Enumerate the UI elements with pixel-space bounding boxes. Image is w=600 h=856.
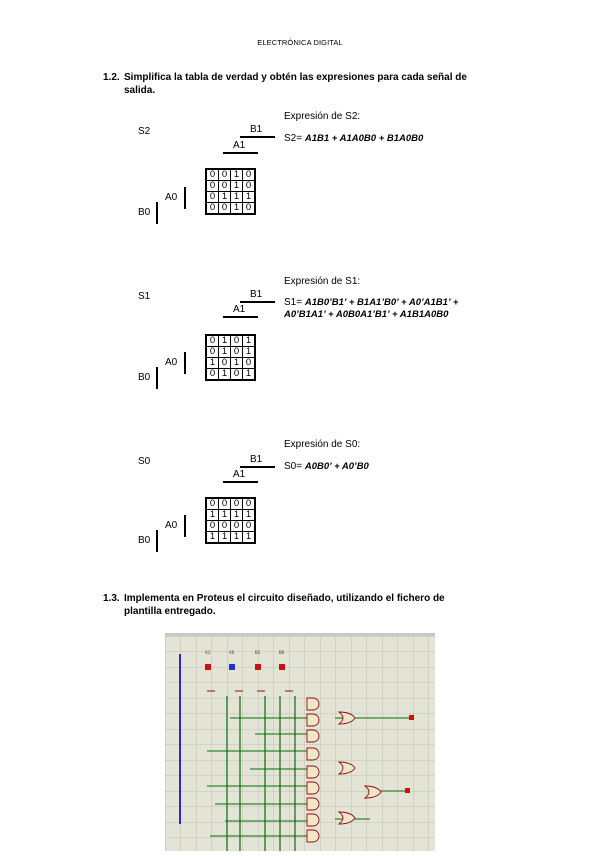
kmap-cell: 1 <box>231 358 243 369</box>
kmap-cell: 0 <box>219 169 231 181</box>
circuit-input-label: B0 <box>279 650 285 655</box>
row-var-a0-bar <box>184 352 186 374</box>
row-var-b0: B0 <box>138 207 151 218</box>
row-var-b0-bar <box>156 530 158 552</box>
col-var-a1-bar <box>223 316 258 318</box>
kmap-cell: 1 <box>219 510 231 521</box>
row-var-b0: B0 <box>138 372 151 383</box>
kmap-cell: 1 <box>243 347 256 358</box>
kmap-cell: 0 <box>219 358 231 369</box>
expression-prefix: S1= <box>284 297 303 308</box>
circuit-schematic <box>165 636 435 851</box>
kmap-cell: 0 <box>231 369 243 381</box>
kmap-cell: 1 <box>231 203 243 215</box>
kmap-cell: 1 <box>231 192 243 203</box>
col-var-b1: B1 <box>250 454 263 465</box>
row-var-b0-bar <box>156 202 158 224</box>
kmap-cell: 0 <box>219 203 231 215</box>
karnaugh-map-s1 <box>205 334 256 381</box>
kmap-cell: 1 <box>231 169 243 181</box>
kmap-row <box>206 169 255 181</box>
kmap-cell: 0 <box>243 203 256 215</box>
kmap-row <box>206 203 255 215</box>
signal-label: S1 <box>138 291 151 302</box>
input-switch-a0 <box>229 664 235 670</box>
input-switch-b1 <box>255 664 261 670</box>
kmap-cell: 1 <box>231 532 243 544</box>
kmap-cell: 1 <box>243 369 256 381</box>
signal-label: S0 <box>138 456 151 467</box>
circuit-input-label: B1 <box>255 650 261 655</box>
kmap-cell: 0 <box>231 498 243 510</box>
kmap-cell: 0 <box>243 358 256 369</box>
section-1-3-heading <box>103 593 553 618</box>
expression-line1: A1B0’B1’ + B1A1’B0’ + A0’A1B1’ + <box>304 297 459 308</box>
kmap-cell: 0 <box>243 169 256 181</box>
expression-label: Expresión de S2: <box>284 111 361 122</box>
expression <box>284 133 423 144</box>
kmap-row <box>206 335 255 347</box>
section-text-line1: Simplifica la tabla de verdad y obtén las expresiones para cada señal de <box>124 72 467 83</box>
karnaugh-map-s0 <box>205 497 256 544</box>
kmap-cell: 0 <box>206 192 219 203</box>
circuit-input-label: A1 <box>205 650 211 655</box>
kmap-cell: 1 <box>231 181 243 192</box>
kmap-row <box>206 498 255 510</box>
kmap-cell: 0 <box>206 203 219 215</box>
expression <box>284 461 369 472</box>
kmap-cell: 1 <box>243 335 256 347</box>
section-number: 1.3. <box>103 593 120 604</box>
expression <box>284 297 458 321</box>
col-var-b1: B1 <box>250 289 263 300</box>
page-header: ELECTRÓNICA DIGITAL <box>257 38 343 47</box>
kmap-row <box>206 358 255 369</box>
kmap-cell: 0 <box>206 335 219 347</box>
kmap-cell: 1 <box>243 192 256 203</box>
kmap-cell: 0 <box>243 498 256 510</box>
kmap-cell: 1 <box>206 510 219 521</box>
row-var-a0: A0 <box>165 192 178 203</box>
kmap-row <box>206 521 255 532</box>
col-var-a1-bar <box>223 481 258 483</box>
kmap-cell: 0 <box>231 521 243 532</box>
expression-label: Expresión de S1: <box>284 276 361 287</box>
kmap-cell: 1 <box>243 510 256 521</box>
kmap-row <box>206 510 255 521</box>
kmap-cell: 1 <box>231 510 243 521</box>
input-switch-b0 <box>279 664 285 670</box>
kmap-row <box>206 532 255 544</box>
kmap-cell: 1 <box>206 532 219 544</box>
row-var-a0: A0 <box>165 520 178 531</box>
kmap-cell: 0 <box>206 169 219 181</box>
row-var-a0: A0 <box>165 357 178 368</box>
kmap-cell: 0 <box>219 181 231 192</box>
karnaugh-map-s2 <box>205 168 256 215</box>
col-var-b1: B1 <box>250 124 263 135</box>
kmap-cell: 0 <box>206 347 219 358</box>
kmap-cell: 0 <box>206 369 219 381</box>
expression-line1: A1B1 + A1A0B0 + B1A0B0 <box>304 133 424 144</box>
expression-line1: A0B0’ + A0’B0 <box>304 461 369 472</box>
col-var-a1: A1 <box>233 469 246 480</box>
kmap-cell: 0 <box>206 181 219 192</box>
circuit-input-label: A0 <box>229 650 235 655</box>
expression-prefix: S2= <box>284 133 303 144</box>
kmap-cell: 0 <box>231 335 243 347</box>
section-text-line2: plantilla entregado. <box>124 605 216 617</box>
kmap-cell: 1 <box>243 532 256 544</box>
kmap-row <box>206 181 255 192</box>
kmap-cell: 0 <box>206 521 219 532</box>
col-var-a1-bar <box>223 152 258 154</box>
col-var-b1-bar <box>240 466 275 468</box>
kmap-row <box>206 192 255 203</box>
kmap-cell: 1 <box>219 335 231 347</box>
signal-label: S2 <box>138 126 151 137</box>
expression-line2: A0’B1A1’ + A0B0A1’B1’ + A1B1A0B0 <box>284 309 449 320</box>
kmap-cell: 1 <box>219 532 231 544</box>
col-var-b1-bar <box>240 301 275 303</box>
kmap-cell: 0 <box>206 498 219 510</box>
row-var-b0: B0 <box>138 535 151 546</box>
kmap-cell: 1 <box>219 347 231 358</box>
expression-label: Expresión de S0: <box>284 439 361 450</box>
col-var-b1-bar <box>240 136 275 138</box>
section-number: 1.2. <box>103 72 120 83</box>
row-var-a0-bar <box>184 515 186 537</box>
kmap-cell: 0 <box>219 498 231 510</box>
kmap-row <box>206 369 255 381</box>
section-text-line1: Implementa en Proteus el circuito diseñado, utilizando el fichero de <box>124 593 445 604</box>
input-switch-a1 <box>205 664 211 670</box>
kmap-cell: 1 <box>206 358 219 369</box>
kmap-cell: 0 <box>219 521 231 532</box>
section-1-2-heading <box>103 72 553 97</box>
kmap-row <box>206 347 255 358</box>
kmap-cell: 0 <box>243 521 256 532</box>
kmap-cell: 0 <box>231 347 243 358</box>
kmap-cell: 1 <box>219 192 231 203</box>
section-text-line2: salida. <box>124 84 156 96</box>
expression-prefix: S0= <box>284 461 303 472</box>
row-var-b0-bar <box>156 367 158 389</box>
col-var-a1: A1 <box>233 140 246 151</box>
kmap-cell: 1 <box>219 369 231 381</box>
row-var-a0-bar <box>184 187 186 209</box>
col-var-a1: A1 <box>233 304 246 315</box>
kmap-cell: 0 <box>243 181 256 192</box>
proteus-circuit-screenshot <box>165 633 435 851</box>
